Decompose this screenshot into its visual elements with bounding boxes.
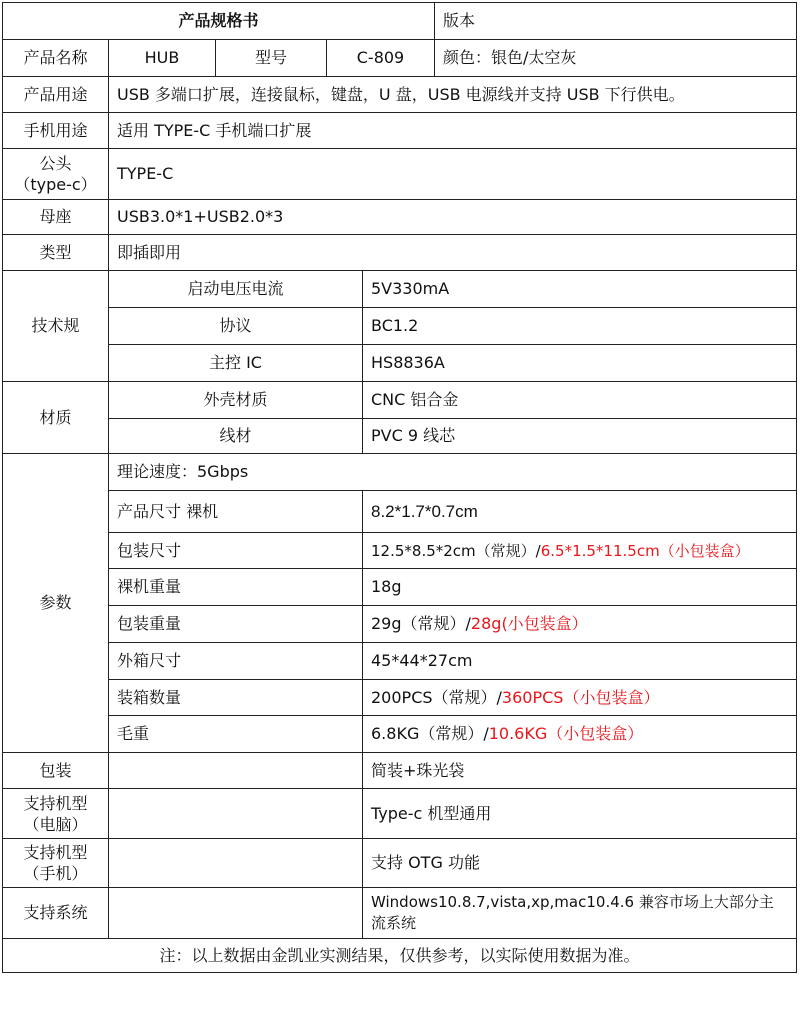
tech-row-label: 主控 IC <box>209 353 262 372</box>
param-row-label: 毛重 <box>117 724 150 743</box>
param-value-small-box: 10.6KG（小包装盒） <box>488 724 644 743</box>
female-port-value: USB3.0*1+USB2.0*3 <box>117 207 284 226</box>
color-value: 颜色：银色/太空灰 <box>443 48 577 67</box>
tech-row-value: 5V330mA <box>371 279 450 298</box>
param-value-text: 18g <box>371 577 402 596</box>
param-row-value <box>363 533 796 568</box>
packing-value: 简装+珠光袋 <box>371 760 465 780</box>
support-phone-line1: 支持机型 <box>23 843 88 862</box>
tech-row-value: BC1.2 <box>371 316 419 335</box>
tech-row-label: 协议 <box>219 316 252 335</box>
support-pc-value: Type-c 机型通用 <box>371 803 492 823</box>
param-row-value <box>363 643 796 679</box>
support-os-label: 支持系统 <box>23 903 88 922</box>
spec-title: 产品规格书 <box>178 11 259 30</box>
male-connector-value: TYPE-C <box>117 164 174 183</box>
material-row-label: 外壳材质 <box>203 390 268 409</box>
packing-label: 包装 <box>39 760 72 780</box>
speed-value: 理论速度：5Gbps <box>117 462 249 481</box>
product-name-value: HUB <box>144 48 180 67</box>
support-pc-line2: （电脑） <box>23 814 88 834</box>
support-phone-value: 支持 OTG 功能 <box>371 853 480 872</box>
param-value-text: 8.2*1.7*0.7cm <box>371 501 478 521</box>
tech-row-label: 启动电压电流 <box>187 279 284 298</box>
param-value-text: 6.8KG（常规）/ <box>371 724 489 743</box>
tech-spec-label: 技术规 <box>31 316 80 335</box>
param-row-value <box>363 491 796 532</box>
param-row-value <box>363 569 796 605</box>
material-row-value: CNC 铝合金 <box>371 390 459 409</box>
support-pc-line1: 支持机型 <box>23 793 88 813</box>
material-row-value: PVC 9 线芯 <box>371 426 456 445</box>
type-value: 即插即用 <box>117 242 182 262</box>
version-label: 版本 <box>443 11 476 30</box>
footer-note: 注：以上数据由金凯业实测结果，仅供参考，以实际使用数据为准。 <box>159 945 640 965</box>
support-phone-label <box>3 839 108 887</box>
param-row-label: 产品尺寸 裸机 <box>117 501 219 521</box>
param-value-text: 200PCS（常规）/ <box>371 687 502 707</box>
support-phone-line2: （手机） <box>23 864 88 883</box>
param-value-text: 29g（常规）/ <box>371 614 471 633</box>
param-row-value <box>363 716 796 752</box>
param-row-label: 装箱数量 <box>117 687 182 707</box>
param-value-small-box: 360PCS（小包装盒） <box>501 687 660 707</box>
material-label: 材质 <box>39 407 72 427</box>
female-port-label: 母座 <box>39 207 72 226</box>
param-value-small-box: 28g(小包装盒） <box>470 614 588 633</box>
usage-value: USB 多端口扩展，连接鼠标，键盘，U 盘，USB 电源线并支持 USB 下行供电。 <box>117 84 685 104</box>
param-row-value <box>363 606 796 642</box>
product-name-label: 产品名称 <box>23 48 88 67</box>
param-row-label: 包装尺寸 <box>117 540 182 560</box>
param-value-text: 45*44*27cm <box>371 651 473 670</box>
male-connector-label <box>3 149 108 199</box>
usage-label: 产品用途 <box>23 84 88 104</box>
param-value-text: 12.5*8.5*2cm（常规）/ <box>371 541 541 560</box>
param-value-small-box: 6.5*1.5*11.5cm（小包装盒） <box>540 541 750 560</box>
male-label-line1: 公头 <box>39 154 72 173</box>
model-value: C-809 <box>356 48 405 67</box>
model-label: 型号 <box>254 48 287 67</box>
tech-row-value: HS8836A <box>371 353 445 372</box>
phone-use-label: 手机用途 <box>23 120 88 140</box>
param-row-label: 裸机重量 <box>117 577 182 596</box>
phone-use-value: 适用 TYPE-C 手机端口扩展 <box>117 120 312 140</box>
male-label-line2: （type-c） <box>14 175 97 194</box>
material-row-label: 线材 <box>219 426 252 445</box>
support-pc-label <box>3 789 108 838</box>
params-label: 参数 <box>39 593 72 612</box>
support-os-value: Windows10.8.7,vista,xp,mac10.4.6 兼容市场上大部分主流系统 <box>371 893 774 932</box>
param-row-label: 外箱尺寸 <box>117 651 182 670</box>
param-row-label: 包装重量 <box>117 614 182 633</box>
type-label: 类型 <box>39 242 72 262</box>
param-row-value <box>363 680 796 715</box>
